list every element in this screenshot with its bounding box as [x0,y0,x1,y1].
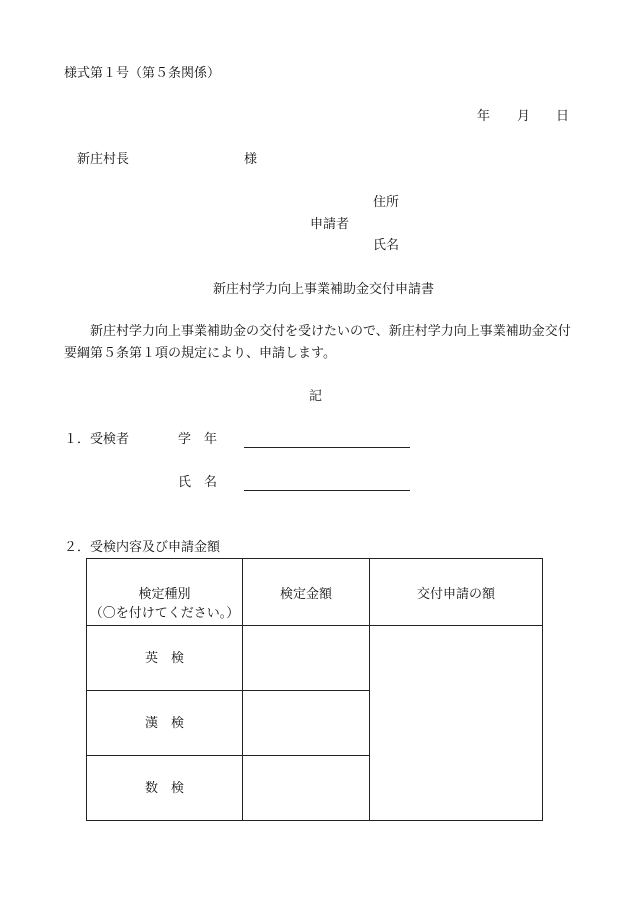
header-requested-amount: 交付申請の額 [370,559,543,626]
fee-cell-suken [243,756,370,821]
fee-cell-eiken [243,626,370,691]
requested-amount-cell [370,626,543,821]
exam-type-suken: 数 検 [87,756,243,821]
addressee-name: 新庄村長 [77,152,130,167]
header-exam-type-line2: （〇を付けてください。） [89,606,240,621]
applicant-name-label: 氏名 [373,238,400,253]
grade-underline [244,447,410,448]
exam-type-eiken: 英 検 [87,626,243,691]
body-line-1: 新庄村学力向上事業補助金の交付を受けたいので、新庄村学力向上事業補助金交付 [90,324,571,339]
body-line-2: 要綱第５条第１項の規定により、申請します。 [64,346,336,361]
date-year-label: 年 [477,109,491,124]
date-day-label: 日 [556,109,570,124]
examinee-name-label: 氏 名 [178,475,218,490]
applicant-address-label: 住所 [373,195,400,210]
exam-application-table [86,558,543,821]
fee-cell-kanken [243,691,370,756]
section2-label: ２．受検内容及び申請金額 [64,540,221,555]
table-row [87,626,543,691]
applicant-label: 申請者 [310,217,350,232]
ki-heading: 記 [309,389,323,404]
header-exam-type [87,559,243,626]
section1-label: １．受検者 [64,432,130,447]
document-title: 新庄村学力向上事業補助金交付申請書 [213,282,435,297]
header-exam-type-line1: 検定種別 [138,587,191,602]
examinee-name-underline [244,490,410,491]
exam-type-kanken: 漢 検 [87,691,243,756]
table-header-row [87,559,543,626]
header-exam-fee: 検定金額 [243,559,370,626]
grade-label: 学 年 [178,432,218,447]
form-number: 様式第１号（第５条関係） [64,66,221,81]
date-month-label: 月 [517,109,531,124]
addressee-honorific: 様 [244,152,258,167]
